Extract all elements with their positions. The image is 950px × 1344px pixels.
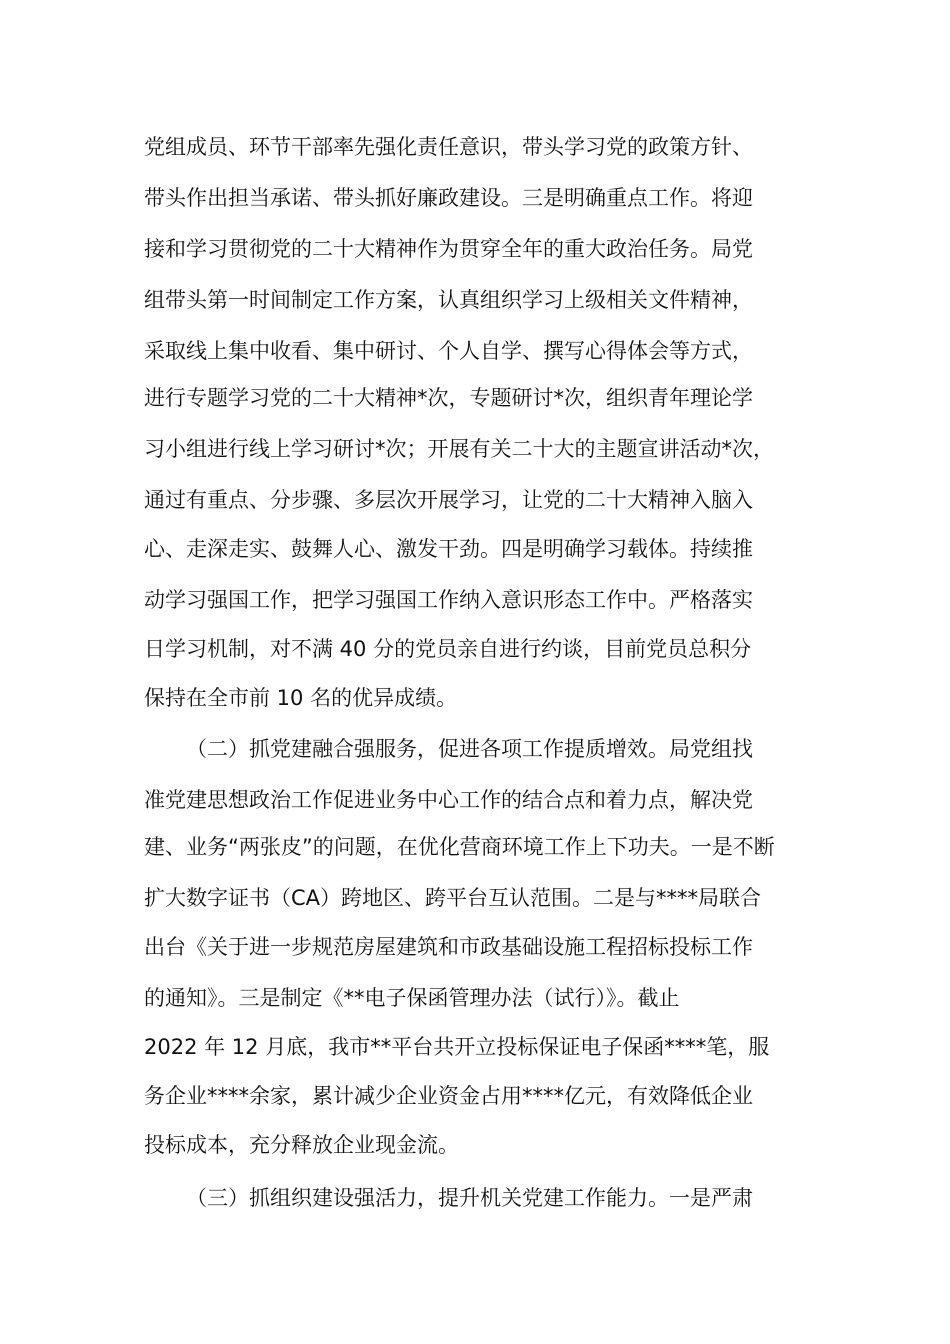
text-line: 进行专题学习党的二十大精神*次，专题研讨*次，组织青年理论学: [144, 386, 753, 410]
text-line: 2022 年 12 月底，我市**平台共开立投标保证电子保函****笔，服: [144, 1035, 770, 1059]
text-line: 心、走深走实、鼓舞人心、激发干劲。四是明确学习载体。持续推: [144, 537, 753, 561]
text-line: 务企业****余家，累计减少企业资金占用****亿元，有效降低企业: [144, 1084, 753, 1108]
text-line: 投标成本，充分释放企业现金流。: [144, 1133, 459, 1157]
text-line: 准党建思想政治工作促进业务中心工作的结合点和着力点，解决党: [144, 788, 753, 812]
text-line: 日学习机制，对不满 40 分的党员亲自进行约谈，目前党员总积分: [144, 637, 752, 661]
text-line: 出台《关于进一步规范房屋建筑和市政基础设施工程招标投标工作: [144, 935, 753, 959]
text-line: 组带头第一时间制定工作方案，认真组织学习上级相关文件精神，: [144, 288, 753, 312]
text-line: 的通知》。三是制定《**电子保函管理办法（试行）》。截止: [144, 986, 680, 1010]
text-line: 建、业务“两张皮”的问题，在优化营商环境工作上下功夫。一是不断: [144, 835, 775, 859]
paragraph-heading-3: （三）抓组织建设强活力，提升机关党建工作能力。一是严肃: [186, 1186, 753, 1210]
paragraph-heading-2: （二）抓党建融合强服务，促进各项工作提质增效。局党组找: [186, 737, 753, 761]
text-line: 动学习强国工作，把学习强国工作纳入意识形态工作中。严格落实: [144, 588, 753, 612]
text-line: 带头作出担当承诺、带头抓好廉政建设。三是明确重点工作。将迎: [144, 186, 753, 210]
text-line: 接和学习贯彻党的二十大精神作为贯穿全年的重大政治任务。局党: [144, 237, 753, 261]
text-line: 采取线上集中收看、集中研讨、个人自学、撰写心得体会等方式，: [144, 339, 753, 363]
text-line: 党组成员、环节干部率先强化责任意识，带头学习党的政策方针、: [144, 135, 753, 159]
text-line: 扩大数字证书（CA）跨地区、跨平台互认范围。二是与****局联合: [144, 886, 762, 910]
text-line: 习小组进行线上学习研讨*次；开展有关二十大的主题宣讲活动*次，: [144, 437, 774, 461]
text-line: 保持在全市前 10 名的优异成绩。: [144, 686, 458, 710]
text-line: 通过有重点、分步骤、多层次开展学习，让党的二十大精神入脑入: [144, 488, 753, 512]
